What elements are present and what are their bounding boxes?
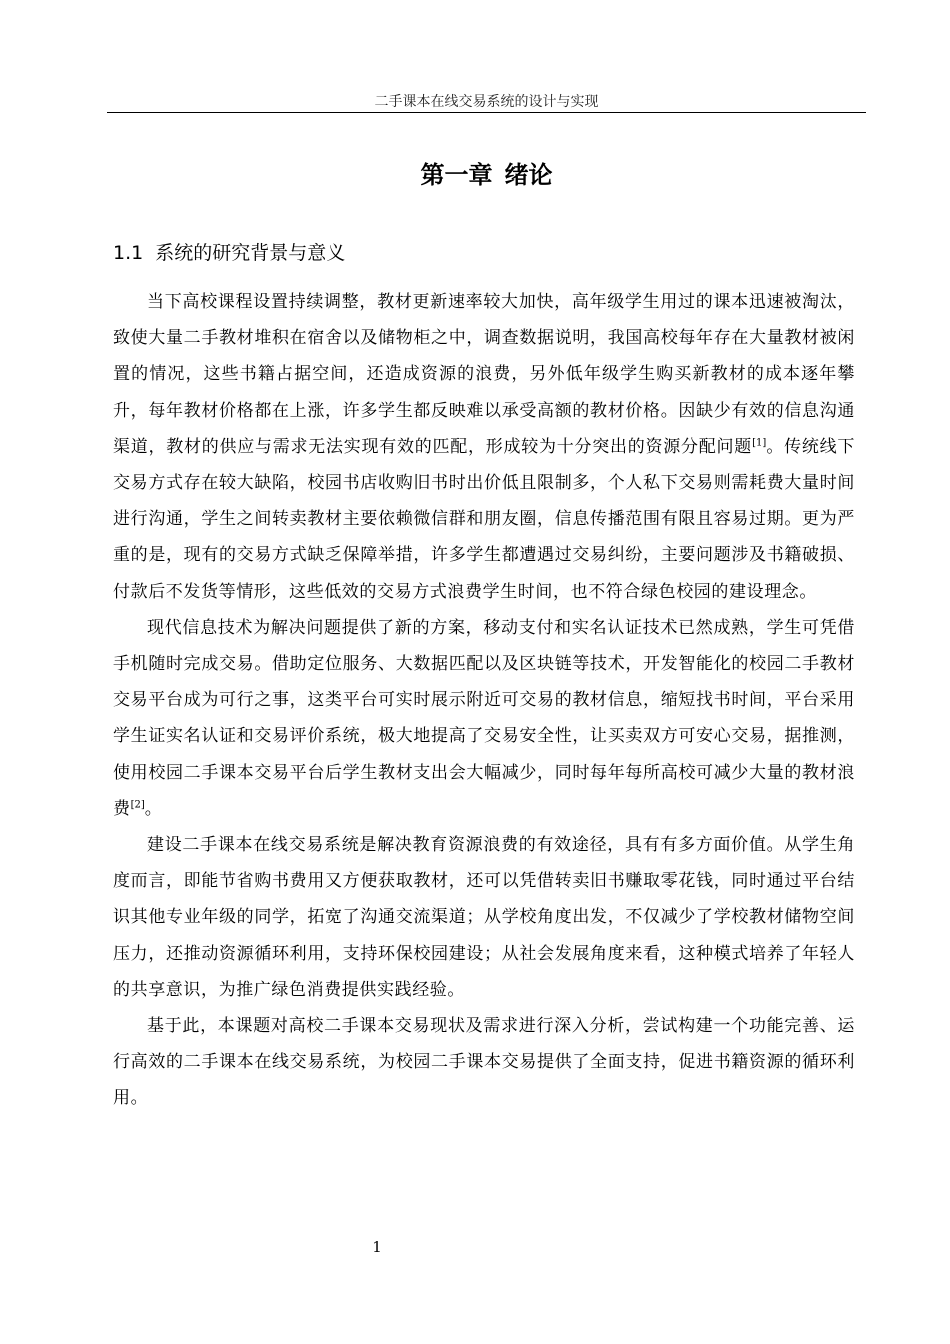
paragraph-1	[113, 284, 855, 610]
chapter-title	[107, 158, 866, 192]
section-number: 1.1	[113, 242, 144, 264]
section-title: 系统的研究背景与意义	[155, 242, 346, 264]
paragraph-2-text-b: 。	[144, 798, 163, 819]
paragraph-3: 建设二手课本在线交易系统是解决教育资源浪费的有效途径，具有有多方面价值。从学生角度而言，即能节省购书费用又方便获取教材，还可以凭借转卖旧书赚取零花钱，同时通过平台结识其他专业年级的同学，拓宽了沟通交流渠道；从学校角度出发，不仅减少了学校教材储物空间压力，还推动资源循环利用，支持环保校园建设；从社会发展角度来看，这种模式培养了年轻人的共享意识，为推广绿色消费提供实践经验。	[113, 835, 855, 1000]
citation-2: [2]	[130, 799, 145, 811]
page-number: 1	[372, 1238, 382, 1256]
chapter-title-text: 绪论	[504, 161, 553, 189]
paragraph-1-text-a: 当下高校课程设置持续调整，教材更新速率较大加快，高年级学生用过的课本迅速被淘汰，致使大量二手教材堆积在宿舍以及储物柜之中，调查数据说明，我国高校每年存在大量教材被闲置的情况，这些书籍占据空间，还造成资源的浪费，另外低年级学生购买新教材的成本逐年攀升，每年教材价格都在上涨，许多学生都反映难以承受高额的教材价格。因缺少有效的信息沟通渠道，教材的供应与需求无法实现有效的匹配，形成较为十分突出的资源分配问题	[113, 292, 855, 457]
chapter-number-label: 第一章	[420, 161, 493, 189]
paragraph-4: 基于此，本课题对高校二手课本交易现状及需求进行深入分析，尝试构建一个功能完善、运行高效的二手课本在线交易系统，为校园二手课本交易提供了全面支持，促进书籍资源的循环利用。	[113, 1016, 855, 1109]
running-header: 二手课本在线交易系统的设计与实现	[374, 94, 599, 110]
paragraph-2	[113, 610, 855, 827]
paragraph-2-text-a: 现代信息技术为解决问题提供了新的方案，移动支付和实名认证技术已然成熟，学生可凭借手机随时完成交易。借助定位服务、大数据匹配以及区块链等技术，开发智能化的校园二手教材交易平台成为可行之事，这类平台可实时展示附近可交易的教材信息，缩短找书时间，平台采用学生证实名认证和交易评价系统，极大地提高了交易安全性，让买卖双方可安心交易，据推测，使用校园二手课本交易平台后学生教材支出会大幅减少，同时每年每所高校可减少大量的教材浪费	[113, 617, 855, 819]
header-rule	[107, 112, 866, 113]
section-heading	[113, 238, 345, 268]
paragraph-1-text-b: 。传统线下交易方式存在较大缺陷，校园书店收购旧书时出价低且限制多，个人私下交易则需耗费大量时间进行沟通，学生之间转卖教材主要依赖微信群和朋友圈，信息传播范围有限且容易过期。更为严重的是，现有的交易方式缺乏保障举措，许多学生都遭遇过交易纠纷，主要问题涉及书籍破损、付款后不发货等情形，这些低效的交易方式浪费学生时间，也不符合绿色校园的建设理念。	[113, 436, 855, 602]
citation-1: [1]	[752, 437, 767, 449]
body-text	[113, 284, 855, 1117]
